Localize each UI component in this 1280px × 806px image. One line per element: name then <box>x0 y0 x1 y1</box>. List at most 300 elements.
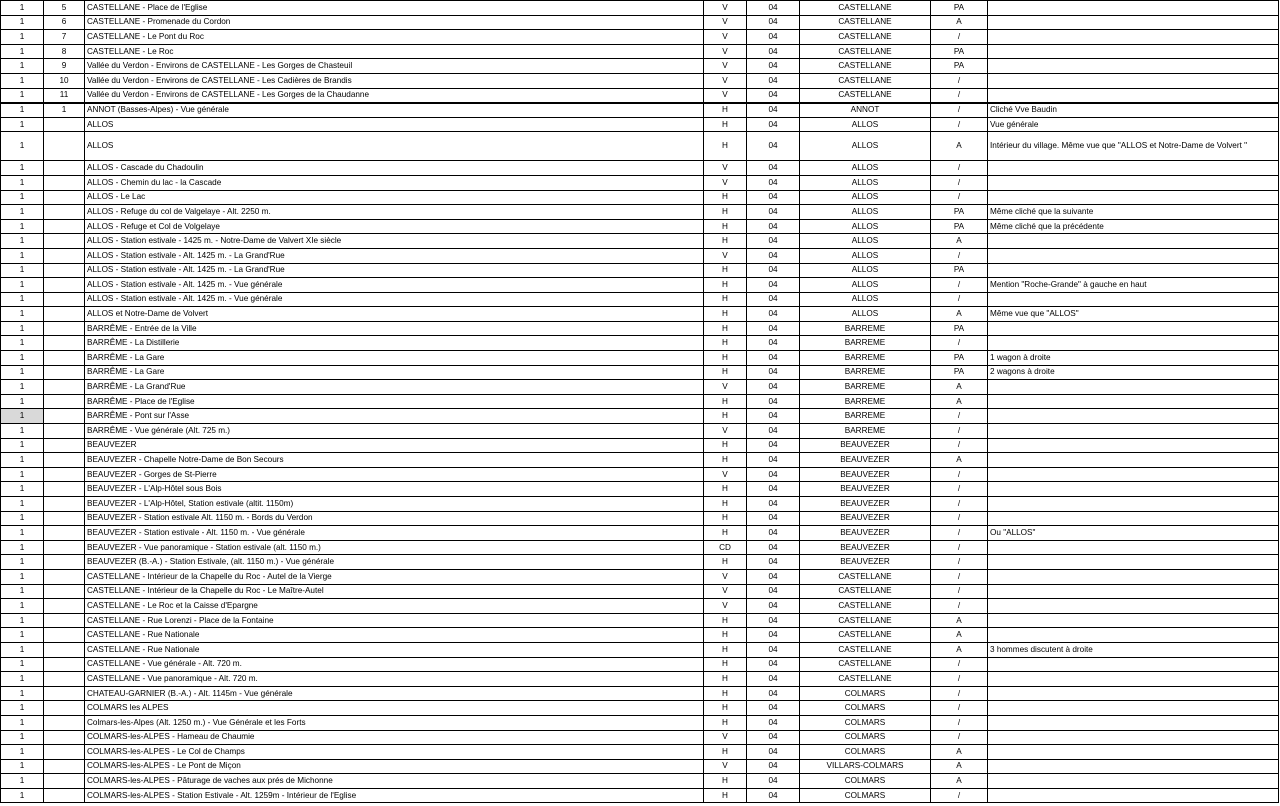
cell-status[interactable]: / <box>931 103 988 118</box>
cell-department[interactable]: 04 <box>747 657 800 672</box>
cell-album[interactable]: 1 <box>1 453 44 468</box>
cell-album[interactable]: 1 <box>1 351 44 366</box>
cell-title[interactable]: BEAUVEZER <box>85 438 704 453</box>
cell-department[interactable]: 04 <box>747 424 800 439</box>
cell-number[interactable]: 9 <box>44 59 85 74</box>
cell-note[interactable] <box>988 248 1279 263</box>
cell-title[interactable]: CASTELLANE - Le Roc <box>85 44 704 59</box>
cell-title[interactable]: BEAUVEZER - Gorges de St-Pierre <box>85 467 704 482</box>
cell-title[interactable]: ALLOS et Notre-Dame de Volvert <box>85 307 704 322</box>
cell-number[interactable] <box>44 219 85 234</box>
cell-department[interactable]: 04 <box>747 394 800 409</box>
cell-status[interactable]: / <box>931 715 988 730</box>
cell-commune[interactable]: ALLOS <box>800 278 931 293</box>
cell-note[interactable] <box>988 409 1279 424</box>
cell-department[interactable]: 04 <box>747 205 800 220</box>
cell-number[interactable] <box>44 380 85 395</box>
cell-note[interactable] <box>988 15 1279 30</box>
cell-album[interactable]: 1 <box>1 103 44 118</box>
cell-title[interactable]: Vallée du Verdon - Environs de CASTELLANE - Les Gorges de la Chaudanne <box>85 88 704 103</box>
cell-department[interactable]: 04 <box>747 453 800 468</box>
cell-title[interactable]: BEAUVEZER - Station estivale Alt. 1150 m. - Bords du Verdon <box>85 511 704 526</box>
cell-commune[interactable]: BARREME <box>800 321 931 336</box>
cell-album[interactable]: 1 <box>1 190 44 205</box>
cell-note[interactable]: 2 wagons à droite <box>988 365 1279 380</box>
cell-note[interactable] <box>988 394 1279 409</box>
cell-department[interactable]: 04 <box>747 540 800 555</box>
cell-commune[interactable]: COLMARS <box>800 730 931 745</box>
cell-orientation[interactable]: H <box>704 103 747 118</box>
cell-album[interactable]: 1 <box>1 599 44 614</box>
cell-department[interactable]: 04 <box>747 248 800 263</box>
cell-orientation[interactable]: H <box>704 321 747 336</box>
cell-orientation[interactable]: H <box>704 453 747 468</box>
cell-department[interactable]: 04 <box>747 497 800 512</box>
cell-note[interactable] <box>988 234 1279 249</box>
cell-title[interactable]: CHATEAU-GARNIER (B.-A.) - Alt. 1145m - Vue générale <box>85 686 704 701</box>
cell-status[interactable]: / <box>931 540 988 555</box>
cell-department[interactable]: 04 <box>747 307 800 322</box>
cell-department[interactable]: 04 <box>747 103 800 118</box>
cell-number[interactable] <box>44 526 85 541</box>
cell-commune[interactable]: CASTELLANE <box>800 15 931 30</box>
cell-status[interactable]: PA <box>931 351 988 366</box>
cell-number[interactable] <box>44 657 85 672</box>
cell-orientation[interactable]: H <box>704 438 747 453</box>
cell-orientation[interactable]: H <box>704 263 747 278</box>
cell-commune[interactable]: CASTELLANE <box>800 672 931 687</box>
cell-number[interactable] <box>44 307 85 322</box>
cell-album[interactable]: 1 <box>1 774 44 789</box>
cell-orientation[interactable]: H <box>704 219 747 234</box>
cell-commune[interactable]: COLMARS <box>800 774 931 789</box>
cell-department[interactable]: 04 <box>747 190 800 205</box>
cell-department[interactable]: 04 <box>747 467 800 482</box>
cell-number[interactable] <box>44 540 85 555</box>
cell-title[interactable]: Vallée du Verdon - Environs de CASTELLANE - Les Cadières de Brandis <box>85 73 704 88</box>
cell-commune[interactable]: ALLOS <box>800 307 931 322</box>
cell-note[interactable]: Cliché Vve Baudin <box>988 103 1279 118</box>
cell-title[interactable]: CASTELLANE - Le Roc et la Caisse d'Epargne <box>85 599 704 614</box>
cell-commune[interactable]: BEAUVEZER <box>800 482 931 497</box>
cell-title[interactable]: ALLOS - Chemin du lac - la Cascade <box>85 175 704 190</box>
cell-note[interactable] <box>988 467 1279 482</box>
cell-album[interactable]: 1 <box>1 44 44 59</box>
cell-title[interactable]: COLMARS-les-ALPES - Le Pont de Miçon <box>85 759 704 774</box>
cell-number[interactable] <box>44 175 85 190</box>
cell-number[interactable] <box>44 453 85 468</box>
cell-album[interactable]: 1 <box>1 642 44 657</box>
cell-commune[interactable]: ALLOS <box>800 263 931 278</box>
cell-note[interactable] <box>988 759 1279 774</box>
cell-department[interactable]: 04 <box>747 365 800 380</box>
cell-number[interactable] <box>44 613 85 628</box>
cell-status[interactable]: / <box>931 248 988 263</box>
cell-number[interactable] <box>44 745 85 760</box>
cell-status[interactable]: / <box>931 599 988 614</box>
cell-status[interactable]: / <box>931 526 988 541</box>
cell-orientation[interactable]: V <box>704 30 747 45</box>
cell-note[interactable]: Même cliché que la précédente <box>988 219 1279 234</box>
cell-note[interactable] <box>988 701 1279 716</box>
cell-orientation[interactable]: H <box>704 278 747 293</box>
cell-number[interactable] <box>44 424 85 439</box>
cell-commune[interactable]: BARREME <box>800 394 931 409</box>
cell-album[interactable]: 1 <box>1 438 44 453</box>
cell-title[interactable]: ANNOT (Basses-Alpes) - Vue générale <box>85 103 704 118</box>
cell-title[interactable]: ALLOS <box>85 132 704 161</box>
cell-title[interactable]: CASTELLANE - Place de l'Eglise <box>85 1 704 16</box>
cell-title[interactable]: BEAUVEZER - Vue panoramique - Station estivale (alt. 1150 m.) <box>85 540 704 555</box>
cell-number[interactable] <box>44 569 85 584</box>
cell-status[interactable]: / <box>931 73 988 88</box>
cell-album[interactable]: 1 <box>1 175 44 190</box>
cell-commune[interactable]: ALLOS <box>800 132 931 161</box>
cell-commune[interactable]: BARREME <box>800 336 931 351</box>
cell-commune[interactable]: BEAUVEZER <box>800 526 931 541</box>
cell-status[interactable]: / <box>931 555 988 570</box>
cell-number[interactable] <box>44 774 85 789</box>
cell-department[interactable]: 04 <box>747 278 800 293</box>
cell-orientation[interactable]: H <box>704 788 747 803</box>
cell-note[interactable]: Même cliché que la suivante <box>988 205 1279 220</box>
cell-department[interactable]: 04 <box>747 715 800 730</box>
cell-number[interactable] <box>44 628 85 643</box>
cell-commune[interactable]: BEAUVEZER <box>800 540 931 555</box>
cell-number[interactable]: 10 <box>44 73 85 88</box>
cell-number[interactable]: 1 <box>44 103 85 118</box>
cell-status[interactable]: / <box>931 497 988 512</box>
cell-album[interactable]: 1 <box>1 88 44 103</box>
cell-status[interactable]: A <box>931 234 988 249</box>
cell-number[interactable] <box>44 117 85 132</box>
cell-commune[interactable]: COLMARS <box>800 701 931 716</box>
cell-orientation[interactable]: H <box>704 409 747 424</box>
cell-commune[interactable]: BEAUVEZER <box>800 511 931 526</box>
cell-orientation[interactable]: H <box>704 686 747 701</box>
cell-note[interactable] <box>988 380 1279 395</box>
cell-album[interactable]: 1 <box>1 73 44 88</box>
cell-department[interactable]: 04 <box>747 44 800 59</box>
cell-commune[interactable]: ALLOS <box>800 219 931 234</box>
cell-orientation[interactable]: H <box>704 351 747 366</box>
cell-number[interactable] <box>44 642 85 657</box>
cell-commune[interactable]: BEAUVEZER <box>800 467 931 482</box>
cell-status[interactable]: A <box>931 745 988 760</box>
cell-album[interactable]: 1 <box>1 292 44 307</box>
cell-number[interactable]: 6 <box>44 15 85 30</box>
cell-title[interactable]: BARRÊME - Vue générale (Alt. 725 m.) <box>85 424 704 439</box>
cell-commune[interactable]: COLMARS <box>800 788 931 803</box>
cell-status[interactable]: / <box>931 292 988 307</box>
cell-title[interactable]: ALLOS - Station estivale - Alt. 1425 m. - Vue générale <box>85 278 704 293</box>
cell-status[interactable]: PA <box>931 219 988 234</box>
cell-note[interactable] <box>988 774 1279 789</box>
cell-note[interactable] <box>988 44 1279 59</box>
cell-note[interactable] <box>988 482 1279 497</box>
cell-title[interactable]: ALLOS - Station estivale - Alt. 1425 m. - Vue générale <box>85 292 704 307</box>
cell-commune[interactable]: CASTELLANE <box>800 569 931 584</box>
cell-note[interactable] <box>988 438 1279 453</box>
cell-commune[interactable]: BARREME <box>800 351 931 366</box>
cell-commune[interactable]: BEAUVEZER <box>800 555 931 570</box>
cell-album[interactable]: 1 <box>1 745 44 760</box>
cell-commune[interactable]: ALLOS <box>800 248 931 263</box>
cell-department[interactable]: 04 <box>747 219 800 234</box>
cell-commune[interactable]: BEAUVEZER <box>800 438 931 453</box>
cell-department[interactable]: 04 <box>747 15 800 30</box>
cell-commune[interactable]: BARREME <box>800 409 931 424</box>
cell-album[interactable]: 1 <box>1 321 44 336</box>
cell-department[interactable]: 04 <box>747 788 800 803</box>
cell-orientation[interactable]: V <box>704 380 747 395</box>
cell-commune[interactable]: BEAUVEZER <box>800 497 931 512</box>
cell-number[interactable] <box>44 759 85 774</box>
cell-orientation[interactable]: V <box>704 599 747 614</box>
cell-note[interactable] <box>988 161 1279 176</box>
cell-department[interactable]: 04 <box>747 59 800 74</box>
cell-department[interactable]: 04 <box>747 351 800 366</box>
cell-orientation[interactable]: H <box>704 715 747 730</box>
cell-album[interactable]: 1 <box>1 555 44 570</box>
cell-orientation[interactable]: H <box>704 701 747 716</box>
cell-number[interactable] <box>44 701 85 716</box>
cell-department[interactable]: 04 <box>747 175 800 190</box>
cell-note[interactable]: 3 hommes discutent à droite <box>988 642 1279 657</box>
cell-commune[interactable]: CASTELLANE <box>800 73 931 88</box>
cell-title[interactable]: ALLOS - Refuge du col de Valgelaye - Alt. 2250 m. <box>85 205 704 220</box>
cell-department[interactable]: 04 <box>747 701 800 716</box>
cell-title[interactable]: CASTELLANE - Le Pont du Roc <box>85 30 704 45</box>
cell-department[interactable]: 04 <box>747 321 800 336</box>
cell-album[interactable]: 1 <box>1 59 44 74</box>
cell-title[interactable]: ALLOS - Refuge et Col de Volgelaye <box>85 219 704 234</box>
cell-album[interactable]: 1 <box>1 788 44 803</box>
cell-album[interactable]: 1 <box>1 278 44 293</box>
cell-status[interactable]: A <box>931 380 988 395</box>
cell-department[interactable]: 04 <box>747 482 800 497</box>
cell-note[interactable]: Vue générale <box>988 117 1279 132</box>
cell-orientation[interactable]: V <box>704 424 747 439</box>
cell-commune[interactable]: CASTELLANE <box>800 88 931 103</box>
cell-album[interactable]: 1 <box>1 672 44 687</box>
cell-album[interactable]: 1 <box>1 263 44 278</box>
cell-department[interactable]: 04 <box>747 292 800 307</box>
cell-album[interactable]: 1 <box>1 117 44 132</box>
cell-status[interactable]: / <box>931 190 988 205</box>
cell-orientation[interactable]: V <box>704 248 747 263</box>
cell-title[interactable]: CASTELLANE - Rue Lorenzi - Place de la Fontaine <box>85 613 704 628</box>
cell-album[interactable]: 1 <box>1 482 44 497</box>
cell-orientation[interactable]: V <box>704 59 747 74</box>
cell-commune[interactable]: BARREME <box>800 380 931 395</box>
cell-number[interactable] <box>44 438 85 453</box>
cell-orientation[interactable]: H <box>704 745 747 760</box>
cell-note[interactable] <box>988 672 1279 687</box>
cell-department[interactable]: 04 <box>747 132 800 161</box>
cell-album[interactable]: 1 <box>1 759 44 774</box>
cell-department[interactable]: 04 <box>747 672 800 687</box>
cell-orientation[interactable]: V <box>704 1 747 16</box>
cell-status[interactable]: / <box>931 511 988 526</box>
cell-note[interactable] <box>988 424 1279 439</box>
cell-commune[interactable]: CASTELLANE <box>800 1 931 16</box>
cell-note[interactable] <box>988 540 1279 555</box>
cell-title[interactable]: CASTELLANE - Rue Nationale <box>85 628 704 643</box>
cell-title[interactable]: ALLOS - Le Lac <box>85 190 704 205</box>
cell-note[interactable] <box>988 730 1279 745</box>
cell-orientation[interactable]: H <box>704 628 747 643</box>
cell-album[interactable]: 1 <box>1 365 44 380</box>
cell-status[interactable]: / <box>931 788 988 803</box>
cell-department[interactable]: 04 <box>747 117 800 132</box>
cell-orientation[interactable]: H <box>704 117 747 132</box>
cell-title[interactable]: Vallée du Verdon - Environs de CASTELLANE - Les Gorges de Chasteuil <box>85 59 704 74</box>
cell-number[interactable]: 7 <box>44 30 85 45</box>
cell-commune[interactable]: COLMARS <box>800 715 931 730</box>
cell-status[interactable]: / <box>931 686 988 701</box>
cell-title[interactable]: CASTELLANE - Vue générale - Alt. 720 m. <box>85 657 704 672</box>
cell-commune[interactable]: ALLOS <box>800 292 931 307</box>
cell-album[interactable]: 1 <box>1 686 44 701</box>
cell-note[interactable] <box>988 686 1279 701</box>
cell-album[interactable]: 1 <box>1 715 44 730</box>
cell-orientation[interactable]: V <box>704 569 747 584</box>
cell-department[interactable]: 04 <box>747 642 800 657</box>
cell-title[interactable]: COLMARS les ALPES <box>85 701 704 716</box>
cell-title[interactable]: BARRÊME - Place de l'Eglise <box>85 394 704 409</box>
cell-status[interactable]: PA <box>931 365 988 380</box>
cell-orientation[interactable]: H <box>704 613 747 628</box>
cell-album[interactable]: 1 <box>1 409 44 424</box>
cell-album[interactable]: 1 <box>1 234 44 249</box>
cell-note[interactable] <box>988 336 1279 351</box>
cell-title[interactable]: ALLOS - Station estivale - Alt. 1425 m. - La Grand'Rue <box>85 248 704 263</box>
cell-note[interactable] <box>988 555 1279 570</box>
cell-note[interactable] <box>988 657 1279 672</box>
cell-department[interactable]: 04 <box>747 686 800 701</box>
cell-number[interactable] <box>44 278 85 293</box>
cell-status[interactable]: / <box>931 730 988 745</box>
cell-number[interactable] <box>44 132 85 161</box>
cell-album[interactable]: 1 <box>1 336 44 351</box>
cell-note[interactable] <box>988 599 1279 614</box>
cell-number[interactable] <box>44 248 85 263</box>
cell-album[interactable]: 1 <box>1 628 44 643</box>
cell-album[interactable]: 1 <box>1 657 44 672</box>
cell-orientation[interactable]: H <box>704 190 747 205</box>
cell-department[interactable]: 04 <box>747 628 800 643</box>
cell-status[interactable]: PA <box>931 1 988 16</box>
cell-album[interactable]: 1 <box>1 15 44 30</box>
cell-commune[interactable]: ALLOS <box>800 117 931 132</box>
cell-status[interactable]: A <box>931 759 988 774</box>
cell-note[interactable] <box>988 584 1279 599</box>
cell-commune[interactable]: ANNOT <box>800 103 931 118</box>
cell-orientation[interactable]: V <box>704 730 747 745</box>
cell-department[interactable]: 04 <box>747 730 800 745</box>
cell-orientation[interactable]: H <box>704 336 747 351</box>
cell-orientation[interactable]: V <box>704 161 747 176</box>
cell-commune[interactable]: CASTELLANE <box>800 628 931 643</box>
cell-album[interactable]: 1 <box>1 30 44 45</box>
cell-status[interactable]: / <box>931 278 988 293</box>
cell-status[interactable]: / <box>931 117 988 132</box>
cell-number[interactable] <box>44 351 85 366</box>
cell-status[interactable]: A <box>931 453 988 468</box>
cell-orientation[interactable]: H <box>704 497 747 512</box>
cell-title[interactable]: BARRÊME - La Gare <box>85 365 704 380</box>
cell-note[interactable] <box>988 715 1279 730</box>
cell-orientation[interactable]: H <box>704 774 747 789</box>
cell-orientation[interactable]: H <box>704 132 747 161</box>
cell-number[interactable] <box>44 336 85 351</box>
cell-title[interactable]: BARRÊME - La Grand'Rue <box>85 380 704 395</box>
cell-album[interactable]: 1 <box>1 511 44 526</box>
cell-orientation[interactable]: H <box>704 292 747 307</box>
cell-status[interactable]: A <box>931 15 988 30</box>
cell-title[interactable]: COLMARS-les-ALPES - Pâturage de vaches aux prés de Michonne <box>85 774 704 789</box>
cell-status[interactable]: / <box>931 175 988 190</box>
cell-status[interactable]: / <box>931 569 988 584</box>
cell-note[interactable] <box>988 569 1279 584</box>
cell-title[interactable]: BARRÊME - La Gare <box>85 351 704 366</box>
cell-department[interactable]: 04 <box>747 30 800 45</box>
cell-title[interactable]: BEAUVEZER - Chapelle Notre-Dame de Bon Secours <box>85 453 704 468</box>
cell-orientation[interactable]: V <box>704 73 747 88</box>
cell-department[interactable]: 04 <box>747 526 800 541</box>
cell-department[interactable]: 04 <box>747 409 800 424</box>
cell-title[interactable]: BARRÊME - Pont sur l'Asse <box>85 409 704 424</box>
cell-status[interactable]: / <box>931 482 988 497</box>
cell-commune[interactable]: ALLOS <box>800 234 931 249</box>
cell-note[interactable]: Ou "ALLOS" <box>988 526 1279 541</box>
cell-department[interactable]: 04 <box>747 511 800 526</box>
cell-department[interactable]: 04 <box>747 745 800 760</box>
cell-number[interactable] <box>44 161 85 176</box>
cell-note[interactable] <box>988 321 1279 336</box>
cell-title[interactable]: COLMARS-les-ALPES - Hameau de Chaumie <box>85 730 704 745</box>
cell-number[interactable] <box>44 730 85 745</box>
cell-commune[interactable]: ALLOS <box>800 205 931 220</box>
cell-album[interactable]: 1 <box>1 132 44 161</box>
cell-album[interactable]: 1 <box>1 380 44 395</box>
cell-department[interactable]: 04 <box>747 555 800 570</box>
cell-album[interactable]: 1 <box>1 161 44 176</box>
cell-album[interactable]: 1 <box>1 467 44 482</box>
cell-status[interactable]: PA <box>931 263 988 278</box>
cell-orientation[interactable]: H <box>704 511 747 526</box>
cell-commune[interactable]: CASTELLANE <box>800 642 931 657</box>
cell-number[interactable] <box>44 467 85 482</box>
cell-status[interactable]: / <box>931 701 988 716</box>
cell-department[interactable]: 04 <box>747 263 800 278</box>
cell-status[interactable]: / <box>931 88 988 103</box>
cell-number[interactable] <box>44 292 85 307</box>
cell-title[interactable]: COLMARS-les-ALPES - Station Estivale - Alt. 1259m - Intérieur de l'Eglise <box>85 788 704 803</box>
cell-note[interactable] <box>988 788 1279 803</box>
cell-status[interactable]: / <box>931 672 988 687</box>
cell-status[interactable]: A <box>931 642 988 657</box>
cell-note[interactable] <box>988 190 1279 205</box>
cell-orientation[interactable]: H <box>704 526 747 541</box>
cell-orientation[interactable]: H <box>704 672 747 687</box>
cell-album[interactable]: 1 <box>1 569 44 584</box>
cell-department[interactable]: 04 <box>747 336 800 351</box>
cell-number[interactable] <box>44 205 85 220</box>
cell-orientation[interactable]: V <box>704 759 747 774</box>
cell-department[interactable]: 04 <box>747 759 800 774</box>
